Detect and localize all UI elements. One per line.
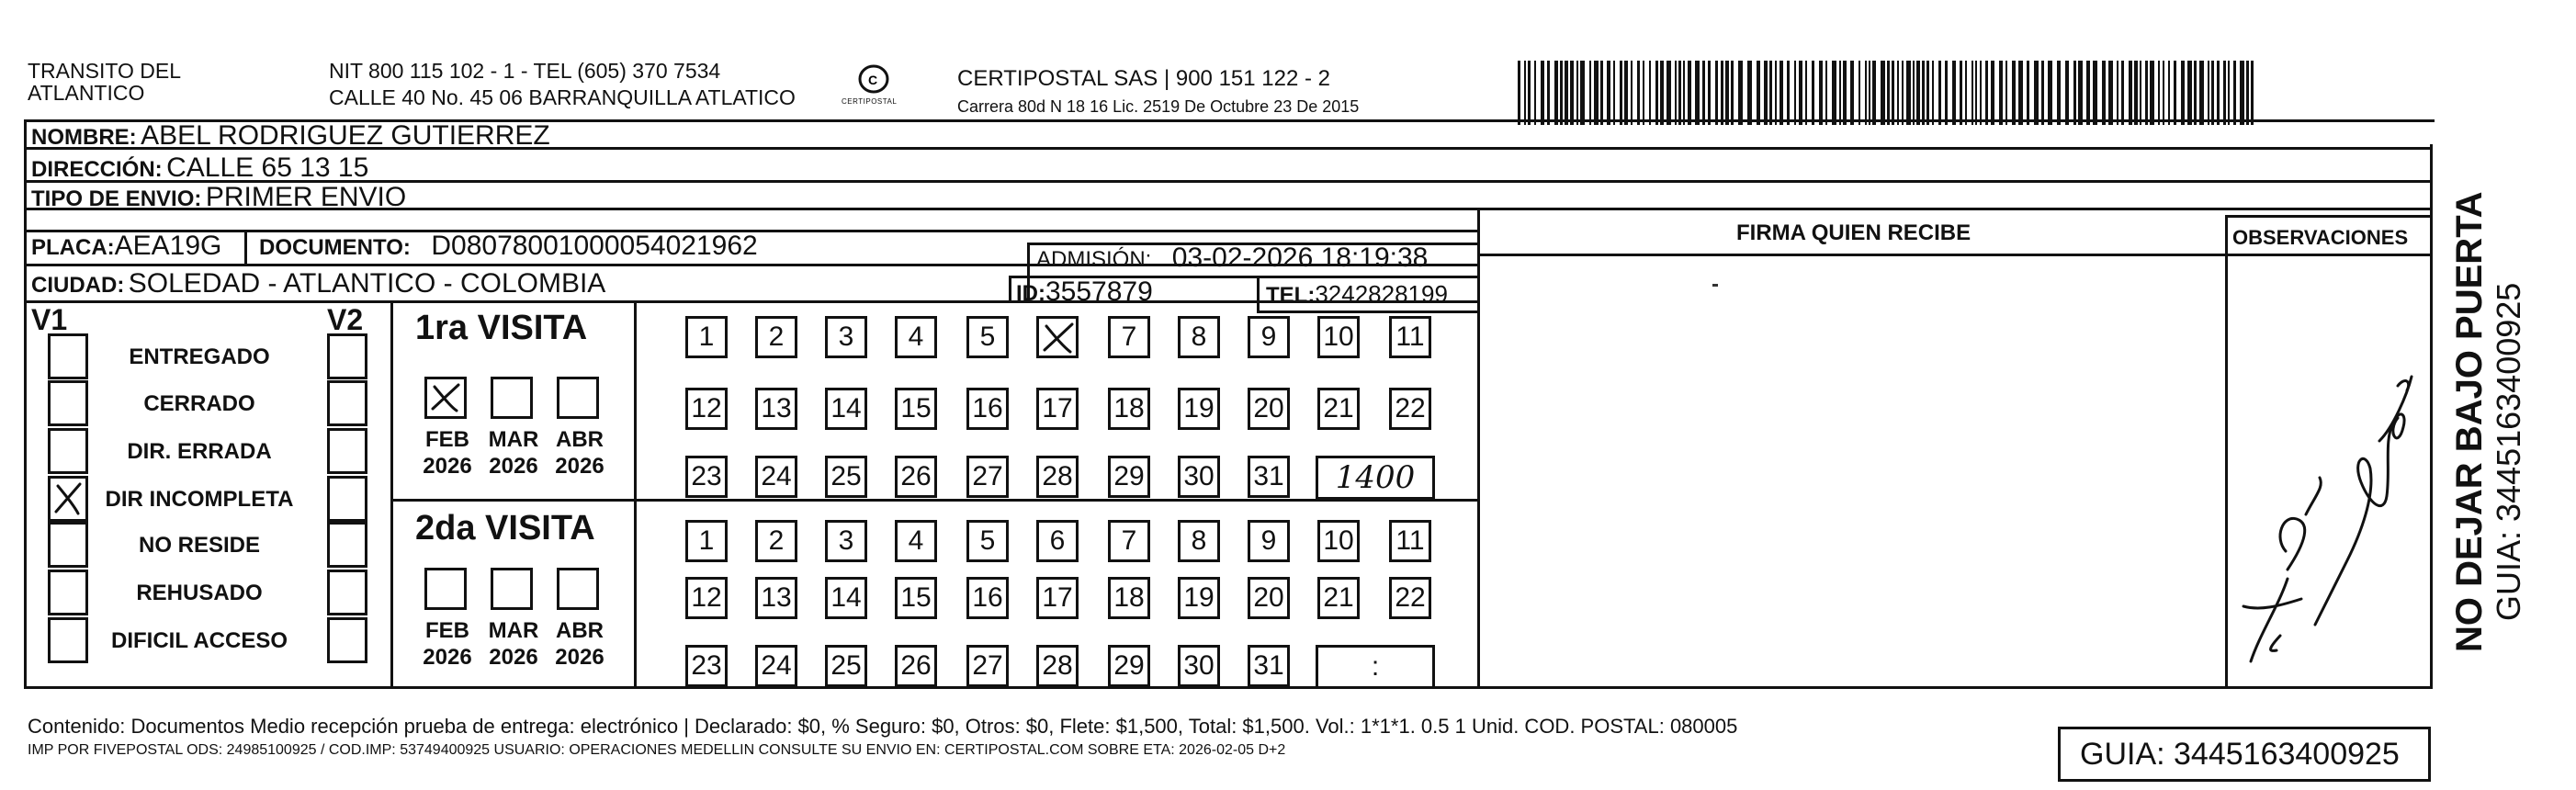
issuer-name-line1: TRANSITO DEL xyxy=(28,59,181,83)
second-day-23[interactable] xyxy=(685,645,728,687)
second-day-19[interactable] xyxy=(1178,577,1220,619)
second-day-label-20: 20 xyxy=(1253,582,1284,613)
plate-label: PLACA: xyxy=(31,235,115,260)
second-month-checkbox-1[interactable] xyxy=(491,568,533,610)
second-day-label-6: 6 xyxy=(1049,525,1066,556)
first-visit-title: 1ra VISITA xyxy=(415,309,588,347)
reason-label-3: DIR INCOMPLETA xyxy=(105,487,294,512)
first-day-10[interactable] xyxy=(1317,316,1360,358)
first-day-label-20: 20 xyxy=(1253,393,1284,423)
address-label: DIRECCIÓN: xyxy=(31,157,163,182)
first-day-label-12: 12 xyxy=(691,393,722,423)
second-month-checkbox-2[interactable] xyxy=(557,568,599,610)
first-day-8[interactable] xyxy=(1178,316,1220,358)
first-day-17[interactable] xyxy=(1036,388,1079,430)
issuer-name-line2: ATLANTICO xyxy=(28,81,145,105)
first-day-12[interactable] xyxy=(685,388,728,430)
v2-checkbox-2[interactable] xyxy=(327,428,367,474)
v2-checkbox-5[interactable] xyxy=(327,570,367,615)
v2-checkbox-1[interactable] xyxy=(327,380,367,426)
second-day-label-19: 19 xyxy=(1183,582,1215,613)
second-day-16[interactable] xyxy=(966,577,1009,619)
second-day-label-9: 9 xyxy=(1260,525,1277,556)
shipment-row xyxy=(31,182,406,213)
second-day-label-31: 31 xyxy=(1253,650,1284,681)
second-visit-title: 2da VISITA xyxy=(415,509,595,547)
second-day-18[interactable] xyxy=(1108,577,1150,619)
first-day-label-17: 17 xyxy=(1042,393,1073,423)
second-day-10[interactable] xyxy=(1317,520,1360,562)
first-day-23[interactable] xyxy=(685,456,728,498)
footer-printed: IMP POR FIVEPOSTAL ODS: 24985100925 / COD.IMP: 53749400925 USUARIO: OPERACIONES MEDELLIN CONSULTE SU ENVIO EN: CERTIPOSTAL.COM SOBRE ETA: 2026-02-05 D+2 xyxy=(28,742,1286,758)
second-day-25[interactable] xyxy=(825,645,867,687)
first-day-27[interactable] xyxy=(966,456,1009,498)
second-day-label-3: 3 xyxy=(838,525,854,556)
tel-value: 3242828199 xyxy=(1315,280,1448,308)
second-day-14[interactable] xyxy=(825,577,867,619)
second-day-label-24: 24 xyxy=(761,650,792,681)
second-month-year-2: 2026 xyxy=(555,645,604,670)
certipostal-logo xyxy=(843,61,904,112)
first-day-29[interactable] xyxy=(1108,456,1150,498)
second-day-label-4: 4 xyxy=(908,525,924,556)
second-day-label-16: 16 xyxy=(972,582,1003,613)
second-day-label-8: 8 xyxy=(1191,525,1207,556)
issuer-nit: NIT 800 115 102 - 1 - TEL (605) 370 7534 xyxy=(329,59,721,83)
first-day-21[interactable] xyxy=(1317,388,1360,430)
second-day-label-17: 17 xyxy=(1042,582,1073,613)
first-day-1[interactable] xyxy=(685,316,728,358)
second-day-label-1: 1 xyxy=(698,525,715,556)
second-day-13[interactable] xyxy=(755,577,797,619)
second-day-11[interactable] xyxy=(1389,520,1431,562)
second-day-label-23: 23 xyxy=(691,650,722,681)
second-day-29[interactable] xyxy=(1108,645,1150,687)
first-day-14[interactable] xyxy=(825,388,867,430)
first-day-label-19: 19 xyxy=(1183,393,1215,423)
v2-checkbox-4[interactable] xyxy=(327,522,367,568)
first-day-label-24: 24 xyxy=(761,461,792,491)
first-day-label-9: 9 xyxy=(1260,322,1277,352)
first-day-30[interactable] xyxy=(1178,456,1220,498)
second-day-21[interactable] xyxy=(1317,577,1360,619)
first-day-18[interactable] xyxy=(1108,388,1150,430)
second-day-label-28: 28 xyxy=(1042,650,1073,681)
first-day-label-1: 1 xyxy=(698,322,715,352)
reason-label-5: REHUSADO xyxy=(136,581,263,605)
second-day-15[interactable] xyxy=(895,577,937,619)
reason-label-1: CERRADO xyxy=(143,391,255,416)
tel-label: TEL: xyxy=(1266,283,1316,308)
first-month-label-0 xyxy=(415,426,480,480)
second-day-9[interactable] xyxy=(1248,520,1290,562)
second-day-27[interactable] xyxy=(966,645,1009,687)
first-day-26[interactable] xyxy=(895,456,937,498)
second-day-4[interactable] xyxy=(895,520,937,562)
city-label: CIUDAD: xyxy=(31,273,125,298)
second-day-6[interactable] xyxy=(1036,520,1079,562)
first-day-label-5: 5 xyxy=(979,322,996,352)
v1-label: V1 xyxy=(31,303,68,336)
first-day-label-3: 3 xyxy=(838,322,854,352)
second-day-5[interactable] xyxy=(966,520,1009,562)
city-row xyxy=(31,268,605,299)
shipment-value: PRIMER ENVIO xyxy=(205,182,407,212)
signature-label: FIRMA QUIEN RECIBE xyxy=(1736,220,1972,245)
second-month-label-2 xyxy=(548,617,612,671)
second-month-checkbox-0[interactable] xyxy=(424,568,467,610)
second-day-label-10: 10 xyxy=(1323,525,1354,556)
courier-name: CERTIPOSTAL SAS | 900 151 122 - 2 xyxy=(957,66,1330,91)
city-value: SOLEDAD - ATLANTICO - COLOMBIA xyxy=(128,268,606,299)
first-month-year-2: 2026 xyxy=(555,454,604,479)
second-month-year-0: 2026 xyxy=(423,645,472,670)
issuer-address: CALLE 40 No. 45 06 BARRANQUILLA ATLATICO xyxy=(329,85,796,109)
courier-address: Carrera 80d N 18 16 Lic. 2519 De Octubre 23 De 2015 xyxy=(957,97,1360,116)
v2-label: V2 xyxy=(327,303,364,336)
id-value: 3557879 xyxy=(1045,276,1153,307)
second-day-12[interactable] xyxy=(685,577,728,619)
svg-text:C: C xyxy=(868,73,878,87)
second-day-label-7: 7 xyxy=(1121,525,1137,556)
plate-value: AEA19G xyxy=(114,231,222,261)
second-day-17[interactable] xyxy=(1036,577,1079,619)
second-day-label-15: 15 xyxy=(900,582,932,613)
shipment-label: TIPO DE ENVIO: xyxy=(31,186,202,211)
first-day-24[interactable] xyxy=(755,456,797,498)
second-day-label-29: 29 xyxy=(1113,650,1145,681)
second-visit-time: : xyxy=(1371,651,1380,682)
first-day-label-2: 2 xyxy=(768,322,785,352)
document-value: D08078001000054021962 xyxy=(431,231,758,261)
first-month-label-2 xyxy=(548,426,612,480)
first-day-label-29: 29 xyxy=(1113,461,1145,491)
second-day-26[interactable] xyxy=(895,645,937,687)
second-day-label-11: 11 xyxy=(1395,525,1425,556)
admission-row xyxy=(1036,243,1428,274)
second-month-label-1 xyxy=(481,617,546,671)
plate-row xyxy=(31,231,221,262)
second-day-label-22: 22 xyxy=(1395,582,1426,613)
second-day-label-18: 18 xyxy=(1113,582,1145,613)
second-day-22[interactable] xyxy=(1389,577,1431,619)
logo-text: CERTIPOSTAL xyxy=(842,97,898,106)
address-row xyxy=(31,152,368,184)
first-month-year-0: 2026 xyxy=(423,454,472,479)
first-day-label-15: 15 xyxy=(900,393,932,423)
second-day-label-30: 30 xyxy=(1183,650,1215,681)
second-day-7[interactable] xyxy=(1108,520,1150,562)
first-day-20[interactable] xyxy=(1248,388,1290,430)
first-day-label-31: 31 xyxy=(1253,461,1284,491)
first-day-9[interactable] xyxy=(1248,316,1290,358)
first-day-label-16: 16 xyxy=(972,393,1003,423)
first-month-label-1 xyxy=(481,426,546,480)
second-day-8[interactable] xyxy=(1178,520,1220,562)
first-day-label-7: 7 xyxy=(1121,322,1137,352)
reason-label-6: DIFICIL ACCESO xyxy=(110,628,288,653)
first-day-label-14: 14 xyxy=(830,393,862,423)
second-day-label-2: 2 xyxy=(768,525,785,556)
id-label: ID: xyxy=(1016,281,1045,306)
footer-guia: GUIA: 3445163400925 xyxy=(2080,737,2400,772)
first-day-label-21: 21 xyxy=(1323,393,1354,423)
first-visit-time: 1400 xyxy=(1335,459,1416,496)
second-day-20[interactable] xyxy=(1248,577,1290,619)
second-day-label-21: 21 xyxy=(1323,582,1354,613)
second-day-31[interactable] xyxy=(1248,645,1290,687)
second-day-label-12: 12 xyxy=(691,582,722,613)
name-label: NOMBRE: xyxy=(31,125,137,150)
stray-mark xyxy=(1712,284,1718,287)
second-day-1[interactable] xyxy=(685,520,728,562)
first-month-checkbox-0[interactable] xyxy=(424,377,467,419)
first-day-label-13: 13 xyxy=(761,393,792,423)
first-day-11[interactable] xyxy=(1389,316,1431,358)
second-month-name-1: MAR xyxy=(488,618,539,643)
second-day-label-5: 5 xyxy=(979,525,996,556)
first-day-31[interactable] xyxy=(1248,456,1290,498)
reason-label-4: NO RESIDE xyxy=(138,533,261,558)
first-day-5[interactable] xyxy=(966,316,1009,358)
second-day-28[interactable] xyxy=(1036,645,1079,687)
first-day-label-28: 28 xyxy=(1042,461,1073,491)
first-day-label-18: 18 xyxy=(1113,393,1145,423)
footer-contents: Contenido: Documentos Medio recepción prueba de entrega: electrónico | Declarado: $0, % Seguro: $0, Otros: $0, Flete: $1,500, Total: $1,500. Vol.: 1*1*1. 0.5 1 Unid. COD. POSTAL: 080005 xyxy=(28,715,1738,738)
v2-checkbox-0[interactable] xyxy=(327,333,367,379)
second-day-label-13: 13 xyxy=(761,582,792,613)
first-day-15[interactable] xyxy=(895,388,937,430)
first-month-checkbox-1[interactable] xyxy=(491,377,533,419)
first-day-22[interactable] xyxy=(1389,388,1431,430)
first-day-label-27: 27 xyxy=(972,461,1003,491)
barcode xyxy=(1518,61,2254,125)
tel-row xyxy=(1266,280,1448,309)
address-value: CALLE 65 13 15 xyxy=(166,152,369,183)
second-day-24[interactable] xyxy=(755,645,797,687)
first-day-6[interactable] xyxy=(1036,316,1079,358)
first-day-label-10: 10 xyxy=(1323,322,1354,352)
second-day-label-26: 26 xyxy=(900,650,932,681)
second-day-label-14: 14 xyxy=(830,582,862,613)
first-day-3[interactable] xyxy=(825,316,867,358)
reason-label-0: ENTREGADO xyxy=(129,344,270,369)
second-day-30[interactable] xyxy=(1178,645,1220,687)
second-day-label-27: 27 xyxy=(972,650,1003,681)
first-month-name-1: MAR xyxy=(488,427,539,452)
first-visit-time-box[interactable] xyxy=(1316,456,1435,500)
first-day-label-23: 23 xyxy=(691,461,722,491)
first-month-name-2: ABR xyxy=(556,427,604,452)
first-day-label-26: 26 xyxy=(900,461,932,491)
observations-label: OBSERVACIONES xyxy=(2232,226,2409,249)
second-day-3[interactable] xyxy=(825,520,867,562)
first-day-7[interactable] xyxy=(1108,316,1150,358)
second-month-year-1: 2026 xyxy=(489,645,538,670)
second-month-name-0: FEB xyxy=(425,618,469,643)
document-row xyxy=(259,231,758,262)
first-day-label-30: 30 xyxy=(1183,461,1215,491)
document-label: DOCUMENTO: xyxy=(259,235,411,260)
side-guia: GUIA: 3445163400925 xyxy=(2490,282,2527,621)
first-day-19[interactable] xyxy=(1178,388,1220,430)
v2-checkbox-3[interactable] xyxy=(327,476,367,522)
first-day-label-4: 4 xyxy=(908,322,924,352)
handwritten-observation xyxy=(2223,331,2444,680)
first-day-25[interactable] xyxy=(825,456,867,498)
admission-value: 03-02-2026 18:19:38 xyxy=(1171,243,1429,273)
second-day-2[interactable] xyxy=(755,520,797,562)
second-month-label-0 xyxy=(415,617,480,671)
first-day-label-22: 22 xyxy=(1395,393,1426,423)
admission-label: ADMISIÓN: xyxy=(1036,247,1152,272)
second-visit-time-box[interactable] xyxy=(1316,645,1435,689)
first-day-label-11: 11 xyxy=(1395,322,1425,352)
first-month-year-1: 2026 xyxy=(489,454,538,479)
first-month-checkbox-2[interactable] xyxy=(557,377,599,419)
first-day-16[interactable] xyxy=(966,388,1009,430)
name-value: ABEL RODRIGUEZ GUTIERREZ xyxy=(141,120,550,151)
no-dejar-bajo-puerta: NO DEJAR BAJO PUERTA xyxy=(2449,191,2490,652)
first-day-13[interactable] xyxy=(755,388,797,430)
second-month-name-2: ABR xyxy=(556,618,604,643)
first-day-4[interactable] xyxy=(895,316,937,358)
first-day-label-25: 25 xyxy=(830,461,862,491)
first-day-2[interactable] xyxy=(755,316,797,358)
v2-checkbox-6[interactable] xyxy=(327,617,367,663)
first-day-28[interactable] xyxy=(1036,456,1079,498)
first-day-label-8: 8 xyxy=(1191,322,1207,352)
id-row xyxy=(1016,276,1153,308)
second-day-label-25: 25 xyxy=(830,650,862,681)
first-month-name-0: FEB xyxy=(425,427,469,452)
reason-label-2: DIR. ERRADA xyxy=(127,439,272,464)
name-row xyxy=(31,120,550,152)
